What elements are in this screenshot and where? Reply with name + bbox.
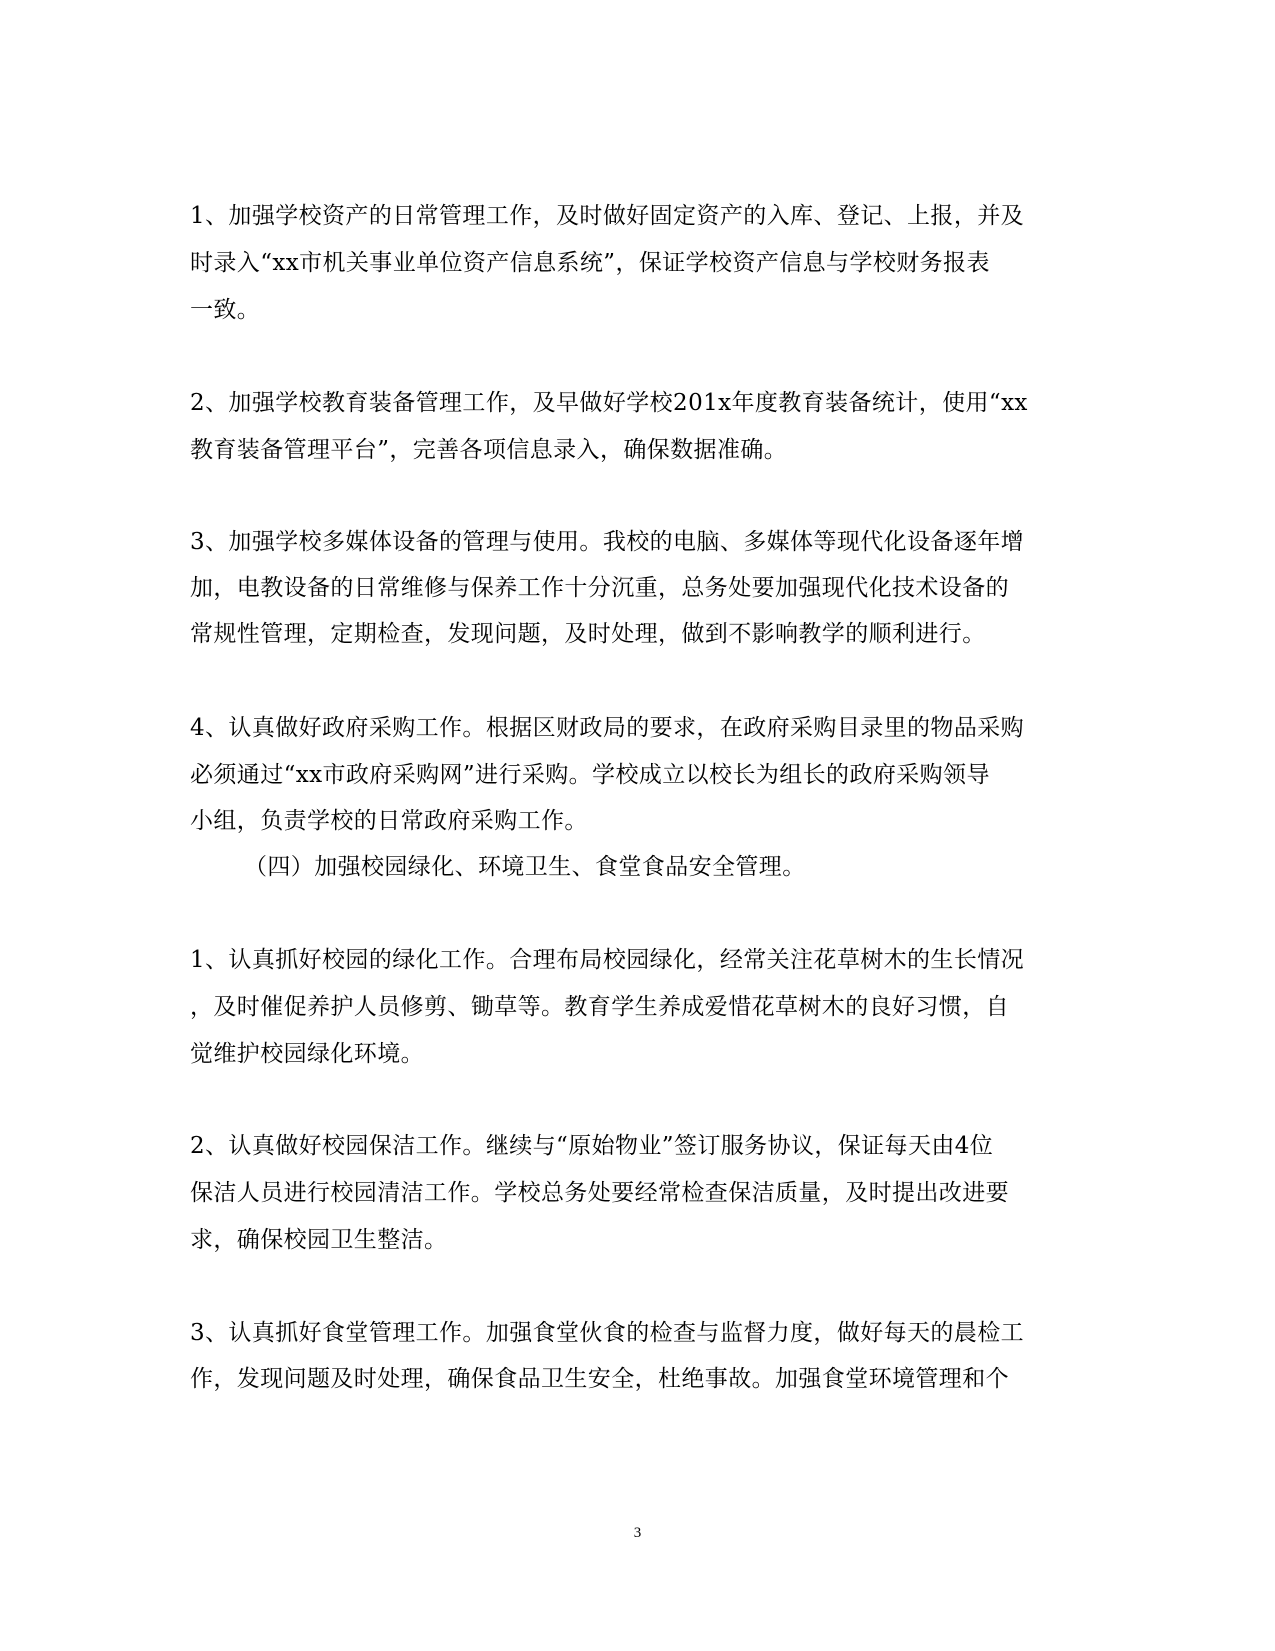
- paragraph-4-line-1: 4、认真做好政府采购工作。根据区财政局的要求，在政府采购目录里的物品采购: [190, 715, 1025, 741]
- paragraph-3-line-3: 常规性管理，定期检查，发现问题，及时处理，做到不影响教学的顺利进行。: [190, 621, 986, 647]
- paragraph-4-line-3: 小组，负责学校的日常政府采购工作。: [190, 808, 588, 834]
- paragraph-1-line-3: 一致。: [190, 297, 261, 323]
- paragraph-6-line-2: 保洁人员进行校园清洁工作。学校总务处要经常检查保洁质量，及时提出改进要: [190, 1180, 1009, 1206]
- paragraph-1-line-2: 时录入“xx市机关事业单位资产信息系统”，保证学校资产信息与学校财务报表: [190, 250, 990, 276]
- paragraph-7-line-1: 3、认真抓好食堂管理工作。加强食堂伙食的检查与监督力度，做好每天的晨检工: [190, 1320, 1025, 1346]
- paragraph-4-line-2: 必须通过“xx市政府采购网”进行采购。学校成立以校长为组长的政府采购领导: [190, 762, 990, 788]
- paragraph-5-line-3: 觉维护校园绿化环境。: [190, 1041, 424, 1067]
- paragraph-3-line-1: 3、加强学校多媒体设备的管理与使用。我校的电脑、多媒体等现代化设备逐年增: [190, 529, 1025, 555]
- paragraph-7-line-2: 作，发现问题及时处理，确保食品卫生安全，杜绝事故。加强食堂环境管理和个: [190, 1366, 1009, 1392]
- paragraph-3-line-2: 加，电教设备的日常维修与保养工作十分沉重，总务处要加强现代化技术设备的: [190, 575, 1009, 601]
- paragraph-2-line-2: 教育装备管理平台”，完善各项信息录入，确保数据准确。: [190, 437, 788, 463]
- paragraph-1-line-1: 1、加强学校资产的日常管理工作，及时做好固定资产的入库、登记、上报，并及: [190, 203, 1025, 229]
- paragraph-6-line-3: 求，确保校园卫生整洁。: [190, 1227, 448, 1253]
- paragraph-5-line-2: ，及时催促养护人员修剪、锄草等。教育学生养成爱惜花草树木的良好习惯，自: [190, 994, 1009, 1020]
- page-number: 3: [633, 1525, 642, 1541]
- section-heading: （四）加强校园绿化、环境卫生、食堂食品安全管理。: [244, 854, 806, 880]
- paragraph-6-line-1: 2、认真做好校园保洁工作。继续与“原始物业”签订服务协议，保证每天由4位: [190, 1133, 994, 1159]
- paragraph-2-line-1: 2、加强学校教育装备管理工作，及早做好学校201x年度教育装备统计，使用“xx: [190, 390, 1028, 416]
- paragraph-5-line-1: 1、认真抓好校园的绿化工作。合理布局校园绿化，经常关注花草树木的生长情况: [190, 947, 1025, 973]
